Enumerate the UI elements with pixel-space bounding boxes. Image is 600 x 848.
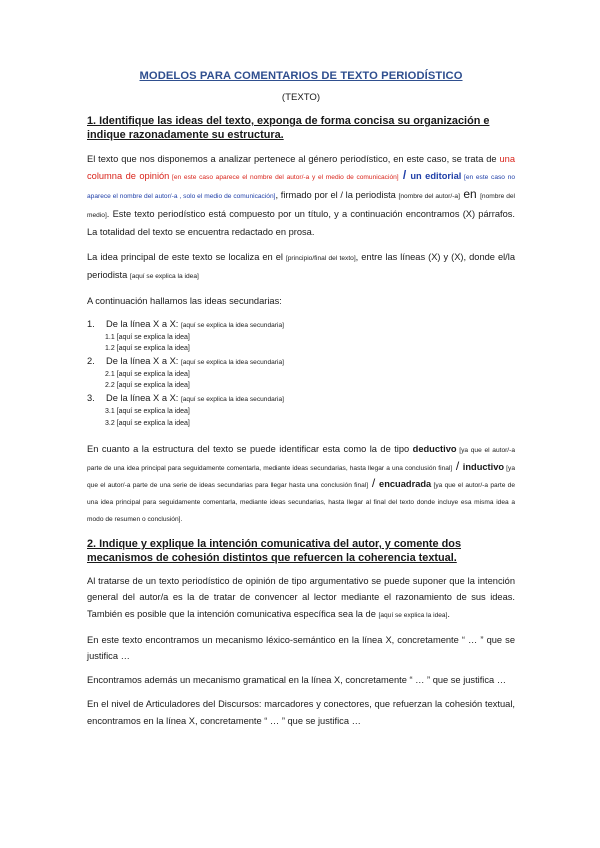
sub-item: 2.1 [aquí se explica la idea] — [105, 370, 190, 378]
section-1-paragraph-2 — [87, 249, 515, 285]
section-2-paragraph-4: En el nivel de Articuladores del Discursos: marcadores y conectores, que refuerzan la cohesión textual, encontramos en la línea X, concretamente “ … ” que se justifica … — [87, 699, 515, 726]
section-2-heading: 2. Indique y explique la intención comunicativa del autor, y comente dos mecanismos de cohesión distintos que refuercen la coherencia textual. — [87, 538, 461, 565]
document-page — [87, 70, 515, 729]
text: . Este texto periodístico está compuesto por un título, y a continuación encontramos (X) párrafos. La totalidad del texto se encuentra redactado en prosa. — [87, 208, 515, 237]
sub-item: 1.2 [aquí se explica la idea] — [105, 345, 190, 353]
inductive-term: inductivo — [462, 461, 505, 472]
text: En cuanto a la estructura del texto se puede identificar esta como la de tipo — [87, 444, 413, 455]
list-text: De la línea X a X: — [106, 393, 181, 403]
note: [aquí se explica la idea secundaria] — [180, 358, 284, 366]
note: [principio/final del texto] — [285, 255, 356, 263]
section-2-paragraph-3: Encontramos además un mecanismo gramatical en la línea X, concretamente “ … ” que se justifica … — [87, 675, 507, 686]
note: [aquí se explica la idea secundaria] — [180, 321, 284, 329]
list-number: 2. — [87, 355, 95, 366]
section-1-paragraph-4 — [87, 442, 515, 527]
note: [ya que el autor/-a parte de una serie de ideas secundarias para llegar hasta una conclusión final] — [87, 464, 515, 490]
list-item — [87, 318, 515, 332]
sub-item: 3.1 [aquí se explica la idea] — [105, 408, 190, 415]
section-1-paragraph-1 — [87, 151, 515, 240]
section-1-heading: 1. Identifique las ideas del texto, exponga de forma concisa su organización e indique razonadamente su estructura. — [87, 115, 490, 141]
deductive-term: deductivo — [412, 444, 457, 455]
note: [en este caso aparece el nombre del autor/-a y el medio de comunicación] — [169, 174, 399, 182]
text: en — [459, 187, 481, 202]
list-number: 1. — [87, 318, 95, 329]
section-1-paragraph-3: A continuación hallamos las ideas secundarias: — [87, 296, 282, 307]
slash: / — [398, 168, 411, 183]
text: Al tratarse de un texto periodístico de opinión de tipo argumentativo se puede suponer que la intención general del autor/a es la de tratar de convencer al lector mediante el razonamiento de sus ideas. También es posible que la intención comunicativa específica sea la de — [87, 576, 515, 619]
text: , firmado por el / la periodista — [275, 190, 399, 201]
note: [aquí se explica la idea] — [378, 611, 448, 619]
document-subtitle: (TEXTO) — [281, 92, 321, 103]
section-2-paragraph-1 — [87, 573, 515, 624]
editorial-highlight: un editorial — [410, 171, 462, 182]
list-item — [87, 392, 515, 406]
list-text: De la línea X a X: — [106, 318, 181, 329]
list-text: De la línea X a X: — [106, 355, 181, 366]
note: [ya que el autor/-a parte de una idea principal para seguidamente comentarla, mediante ideas secundarias, hasta llegar a una conclusión final] — [87, 447, 516, 472]
slash: / — [368, 476, 380, 491]
note: [en este caso no aparece el nombre del autor/-a , solo el medio de comunicación] — [87, 174, 515, 201]
list-number: 3. — [87, 393, 95, 403]
text: . — [447, 608, 450, 619]
note: [nombre del medio] — [87, 193, 515, 219]
text: La idea principal de este texto se localiza en el — [87, 252, 286, 263]
sub-item: 2.2 [aquí se explica la idea] — [105, 382, 190, 390]
opinion-column-highlight: una columna de opinión — [87, 154, 515, 182]
document-title: MODELOS PARA COMENTARIOS DE TEXTO PERIODÍSTICO — [139, 70, 463, 82]
text: El texto que nos disponemos a analizar pertenece al género periodístico, en este caso, se trata de — [87, 154, 500, 164]
list-item — [87, 355, 515, 369]
slash: / — [452, 458, 463, 473]
note: [aquí se explica la idea] — [129, 273, 199, 281]
framed-term: encuadrada — [379, 479, 432, 490]
note: [ya que el autor/-a parte de una idea principal para seguidamente comentarla, mediante ideas secundarias, hasta llegar al final del texto donde incluye esa misma idea a modo de resumen o conclusión]. — [87, 482, 515, 523]
sub-item: 3.2 [aquí se explica la idea] — [105, 419, 190, 427]
text: , entre las líneas (X) y (X), donde el/la periodista — [87, 252, 516, 281]
sub-item: 1.1 [aquí se explica la idea] — [105, 333, 190, 341]
section-2-paragraph-2: En este texto encontramos un mecanismo léxico-semántico en la línea X, concretamente “ … ” que se justifica … — [87, 634, 515, 661]
note: [aquí se explica la idea secundaria] — [180, 396, 284, 403]
note: [nombre del autor/-a] — [398, 193, 460, 201]
secondary-ideas-list — [87, 318, 515, 430]
